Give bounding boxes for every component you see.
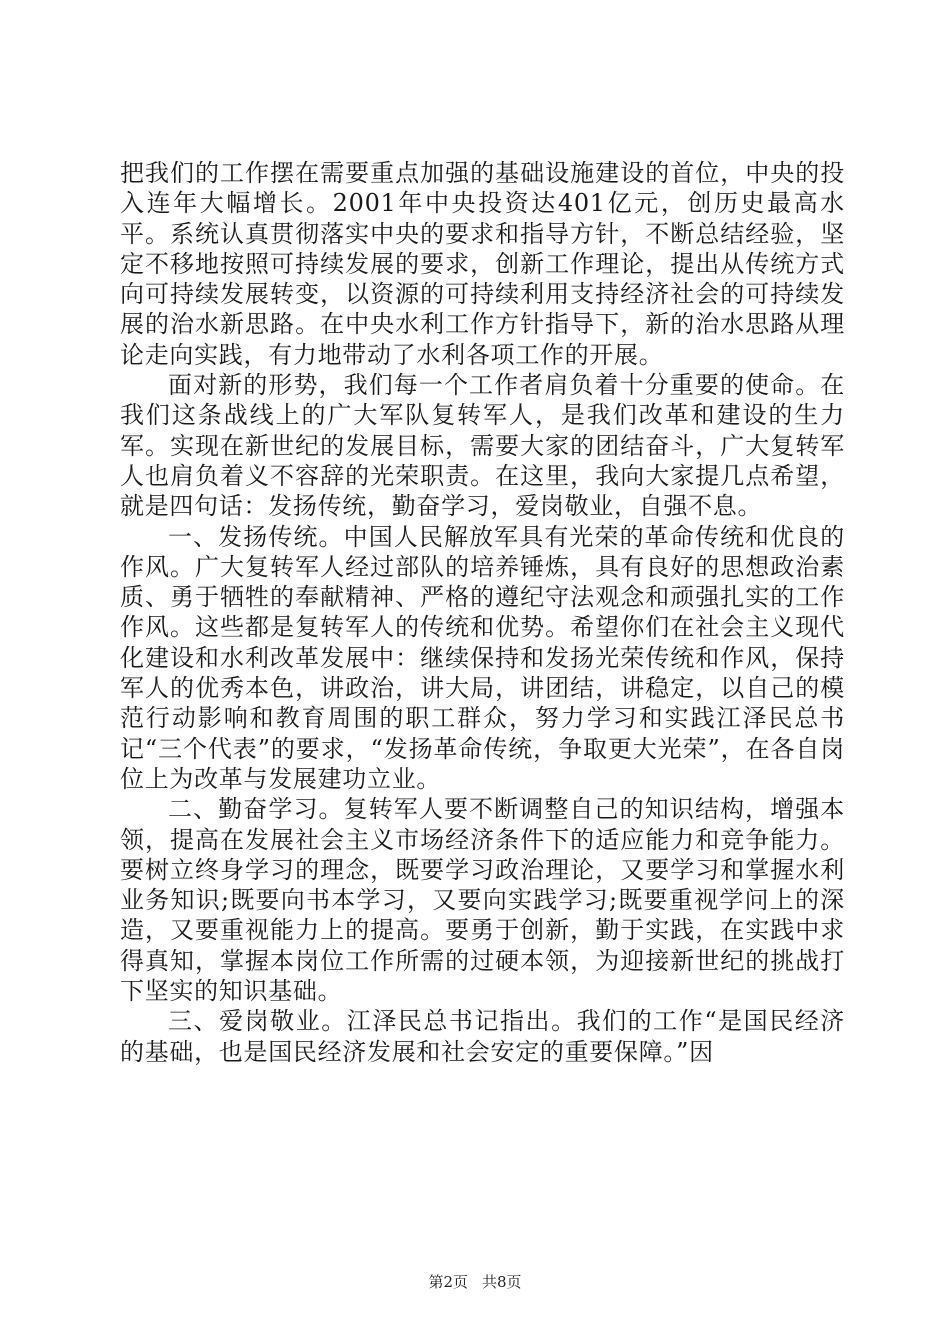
page-number: 第2页	[428, 1273, 468, 1291]
document-body	[120, 158, 845, 1067]
paragraph-5: 三、爱岗敬业。江泽民总书记指出。我们的工作“是国民经济的基础，也是国民经济发展和社会安定的重要保障。”因	[120, 1007, 845, 1066]
paragraph-4: 二、勤奋学习。复转军人要不断调整自己的知识结构，增强本领，提高在发展社会主义市场经济条件下的适应能力和竞争能力。要树立终身学习的理念，既要学习政治理论，又要学习和掌握水利业务知识;既要向书本学习，又要向实践学习;既要重视学问上的深造，又要重视能力上的提高。要勇于创新，勤于实践，在实践中求得真知，掌握本岗位工作所需的过硬本领，为迎接新世纪的挑战打下坚实的知识基础。	[120, 795, 845, 1006]
page-total: 共8页	[482, 1273, 522, 1291]
page-footer	[0, 1272, 950, 1292]
paragraph-1: 把我们的工作摆在需要重点加强的基础设施建设的首位，中央的投入连年大幅增长。2001年中央投资达401亿元，创历史最高水平。系统认真贯彻落实中央的要求和指导方针，不断总结经验，坚定不移地按照可持续发展的要求，创新工作理论，提出从传统方式向可持续发展转变，以资源的可持续利用支持经济社会的可持续发展的治水新思路。在中央水利工作方针指导下，新的治水思路从理论走向实践，有力地带动了水利各项工作的开展。	[120, 159, 845, 369]
paragraph-3: 一、发扬传统。中国人民解放军具有光荣的革命传统和优良的作风。广大复转军人经过部队的培养锤炼，具有良好的思想政治素质、勇于牺牲的奉献精神、严格的遵纪守法观念和顽强扎实的工作作风。这些都是复转军人的传统和优势。希望你们在社会主义现代化建设和水利改革发展中：继续保持和发扬光荣传统和作风，保持军人的优秀本色，讲政治，讲大局，讲团结，讲稳定，以自己的模范行动影响和教育周围的职工群众，努力学习和实践江泽民总书记“三个代表”的要求，“发扬革命传统，争取更大光荣”，在各自岗位上为改革与发展建功立业。	[120, 522, 845, 793]
paragraph-2: 面对新的形势，我们每一个工作者肩负着十分重要的使命。在我们这条战线上的广大军队复转军人，是我们改革和建设的生力军。实现在新世纪的发展目标，需要大家的团结奋斗，广大复转军人也肩负着义不容辞的光荣职责。在这里，我向大家提几点希望，就是四句话：发扬传统，勤奋学习，爱岗敬业，自强不息。	[120, 371, 845, 521]
